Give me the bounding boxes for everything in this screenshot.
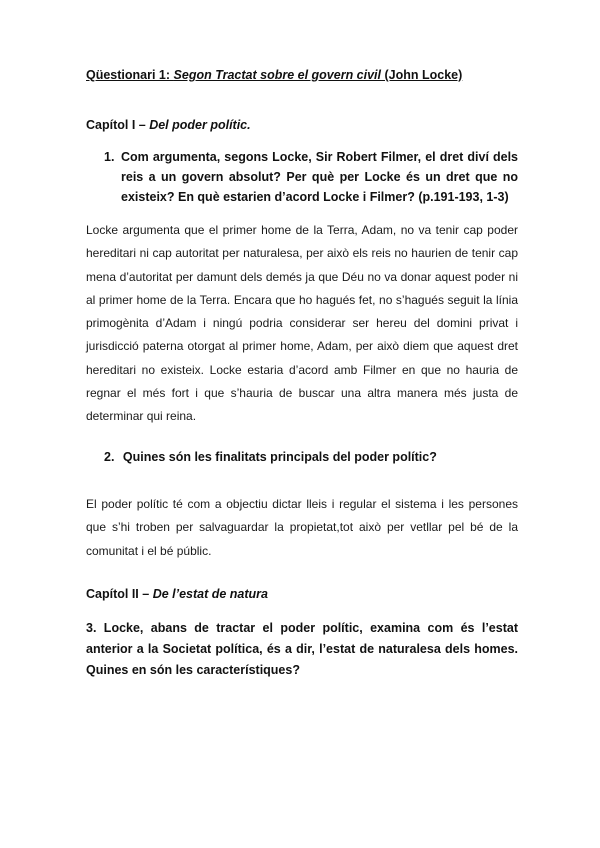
chapter-1-heading — [86, 118, 251, 132]
chapter-1-name: Del poder polític. — [149, 118, 251, 132]
chapter-2-name: De l’estat de natura — [152, 587, 269, 601]
question-1-number: 1. — [104, 150, 115, 164]
question-3: 3. Locke, abans de tractar el poder polític, examina com és l’estat anterior a la Societat política, és a dir, l’estat de naturalesa dels homes. Quines en són les característiques? — [86, 621, 518, 677]
question-2-number: 2. — [104, 450, 115, 464]
document-title — [86, 68, 462, 82]
title-prefix: Qüestionari 1: — [86, 68, 174, 82]
question-2 — [104, 450, 437, 464]
chapter-2-heading — [86, 587, 268, 601]
chapter-1-label: Capítol I – — [86, 118, 150, 132]
title-suffix: (John Locke) — [381, 68, 463, 82]
question-1-text: Com argumenta, segons Locke, Sir Robert Filmer, el dret diví dels reis a un govern absolut? Per què per Locke és un dret que no existeix? En què estarien d’acord Locke i Filmer? (p.191-193, 1-3) — [121, 150, 518, 204]
answer-1: Locke argumenta que el primer home de la Terra, Adam, no va tenir cap poder hereditari ni cap autoritat per naturalesa, per això els reis no haurien de tenir cap mena d’autoritat per damunt dels demés ja que Déu no va donar aquest poder ni al primer home de la Terra. Encara que ho hagués fet, no s’hagués seguit la línia primogènita d’Adam i ningú podria considerar ser hereu del domini privat i jurisdicció paterna otorgat al primer home, Adam, per això diem que aquest dret hereditari no existeix. Locke estaria d’acord amb Filmer en que no hauria de regnar el més fort i que s’hauria de buscar una altra manera més justa de determinar qui reina. — [86, 223, 518, 424]
answer-2: El poder polític té com a objectiu dictar lleis i regular el sistema i les persones que s’hi troben per salvaguardar la propietat,tot això per vetllar pel bé de la comunitat i el bé públic. — [86, 497, 518, 558]
question-1 — [104, 147, 518, 207]
chapter-2-label: Capítol II – — [86, 587, 153, 601]
title-work: Segon Tractat sobre el govern civil — [173, 68, 382, 82]
question-2-text: Quines són les finalitats principals del poder polític? — [122, 450, 437, 464]
